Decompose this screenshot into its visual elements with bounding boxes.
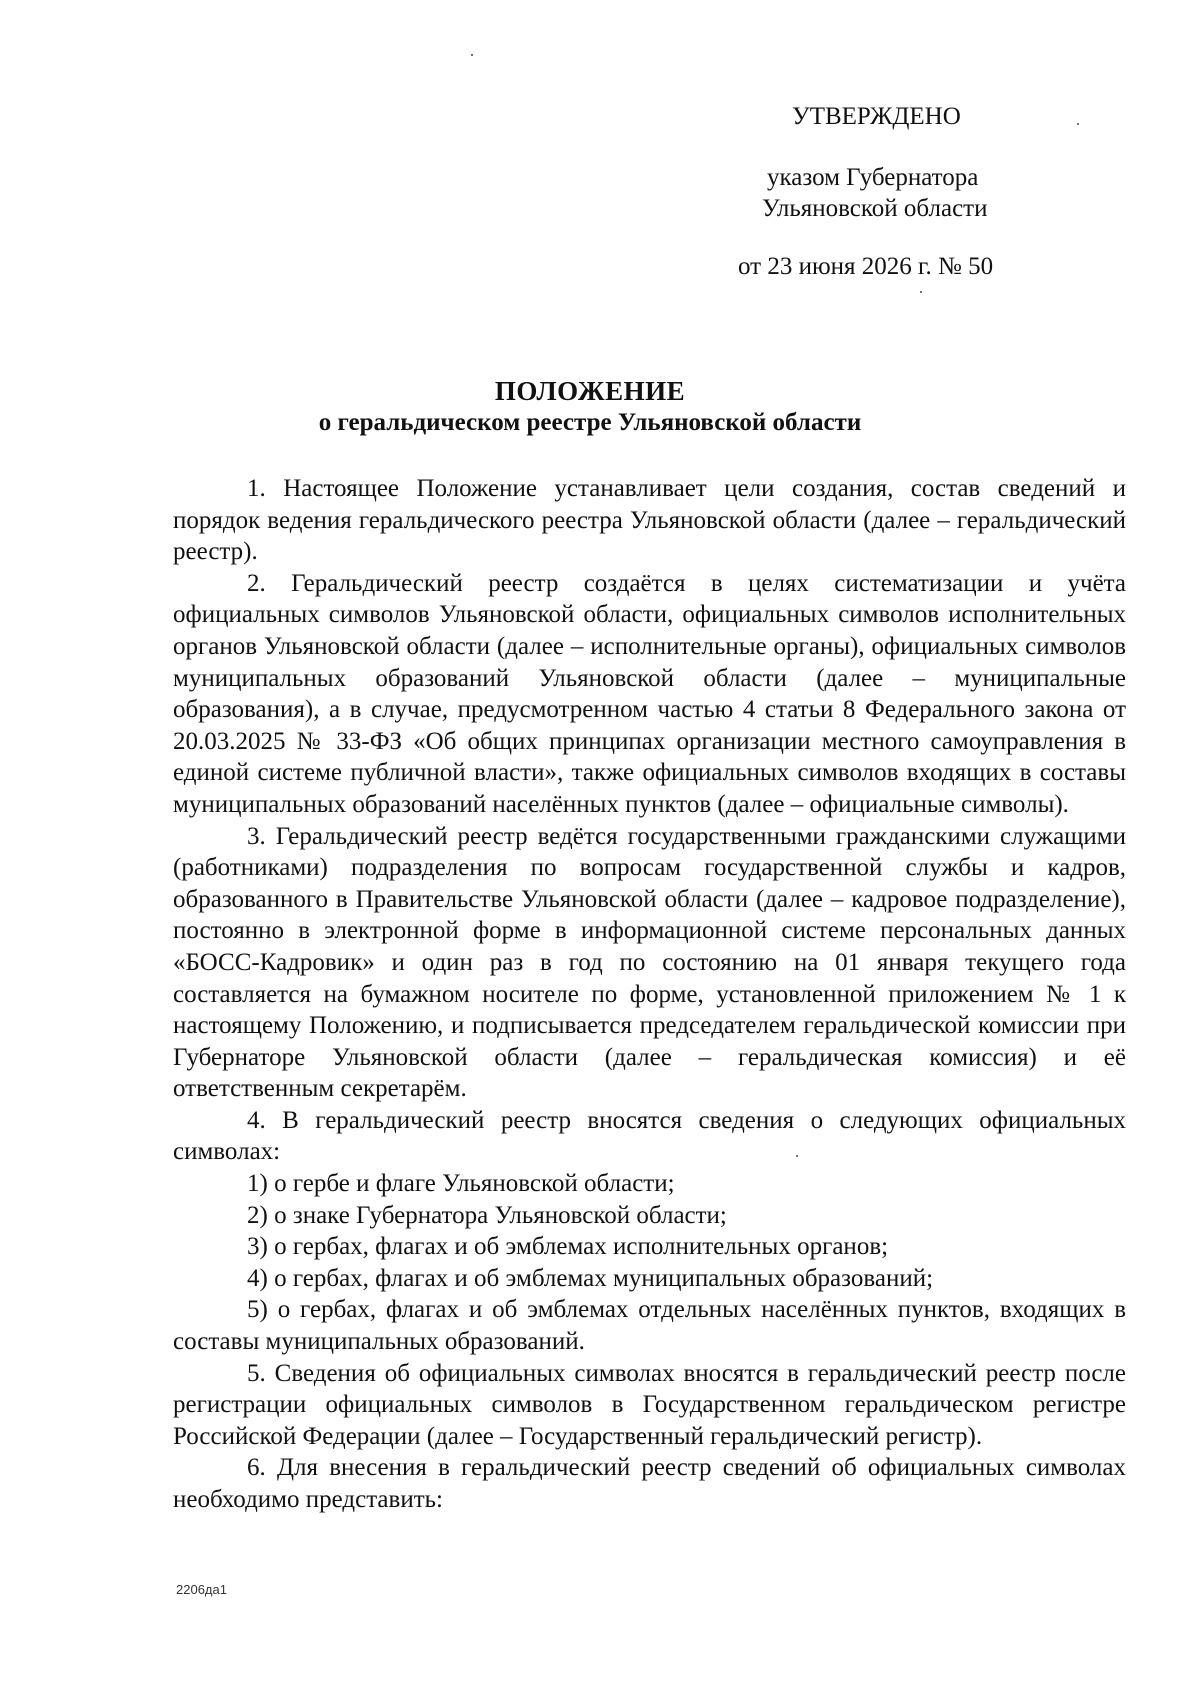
- paragraph-2: 2. Геральдический реестр создаётся в целях систематизации и учёта официальных символов Ульяновской области, официальных символов исполнительных органов Ульяновской области (далее – исполнительные органы), официальных символов муниципальных образований Ульяновской области (далее – муниципальные образования), а в случае, предусмотренном частью 4 статьи 8 Федерального закона от 20.03.2025 № 33-ФЗ «Об общих принципах организации местного самоуправления в единой системе публичной власти», также официальных символов входящих в составы муниципальных образований населённых пунктов (далее – официальные символы).: [173, 569, 1126, 818]
- approval-date: [738, 252, 993, 282]
- approval-stamp-label: [792, 102, 961, 132]
- list-item: 5) о гербах, флагах и об эмблемах отдельных населённых пунктов, входящих в составы муниципальных образований.: [173, 1296, 1126, 1356]
- scan-speck: [471, 54, 473, 56]
- scan-speck: [920, 291, 922, 293]
- paragraph-1: 1. Настоящее Положение устанавливает цели создания, состав сведений и порядок ведения геральдического реестра Ульяновской области (далее – геральдический реестр).: [173, 475, 1126, 566]
- list-item: 2) о знаке Губернатора Ульяновской области;: [247, 1201, 727, 1229]
- approval-decree: [767, 163, 978, 193]
- approval-decree-region: [762, 194, 987, 224]
- scan-speck: [1077, 123, 1079, 125]
- paragraph-6: 6. Для внесения в геральдический реестр сведений об официальных символах необходимо представить:: [173, 1454, 1126, 1513]
- list-item: 3) о гербах, флагах и об эмблемах исполнительных органов;: [247, 1233, 889, 1261]
- paragraph-5: 5. Сведения об официальных символах вносятся в геральдический реестр после регистрации официальных символов в Государственном геральдическом регистре Российской Федерации (далее – Государственный геральдический регистр).: [173, 1359, 1126, 1450]
- document-body: [173, 473, 1126, 1516]
- decree-line-1: указом Губернатора: [767, 164, 979, 191]
- document-title: ПОЛОЖЕНИЕ: [494, 376, 686, 406]
- paragraph-3: 3. Геральдический реестр ведётся государственными гражданскими служащими (работниками) подразделения по вопросам государственной службы и кадров, образованного в Правительстве Ульяновской области (далее – кадровое подразделение), постоянно в электронной форме в информационной системе персональных данных «БОСС-Кадровик» и один раз в год по состоянию на 01 января текущего года составляется на бумажном носителе по форме, установленной приложением № 1 к настоящему Положению, и подписывается председателем геральдической комиссии при Губернаторе Ульяновской области (далее – геральдическая комиссия) и её ответственным секретарём.: [173, 822, 1126, 1103]
- decree-date-number: от 23 июня 2026 г. № 50: [738, 253, 994, 280]
- document-heading: [150, 375, 1030, 439]
- approved-label: УТВЕРЖДЕНО: [792, 103, 961, 130]
- document-code: 2206да1: [176, 1582, 227, 1597]
- paragraph-4: 4. В геральдический реестр вносятся сведения о следующих официальных символах:: [173, 1106, 1126, 1166]
- decree-line-2: Ульяновской области: [762, 195, 988, 222]
- list-item: 4) о гербах, флагах и об эмблемах муниципальных образований;: [247, 1264, 934, 1292]
- list-item: 1) о гербе и флаге Ульяновской области;: [247, 1170, 675, 1198]
- document-subtitle: о геральдическом реестре Ульяновской области: [318, 409, 862, 436]
